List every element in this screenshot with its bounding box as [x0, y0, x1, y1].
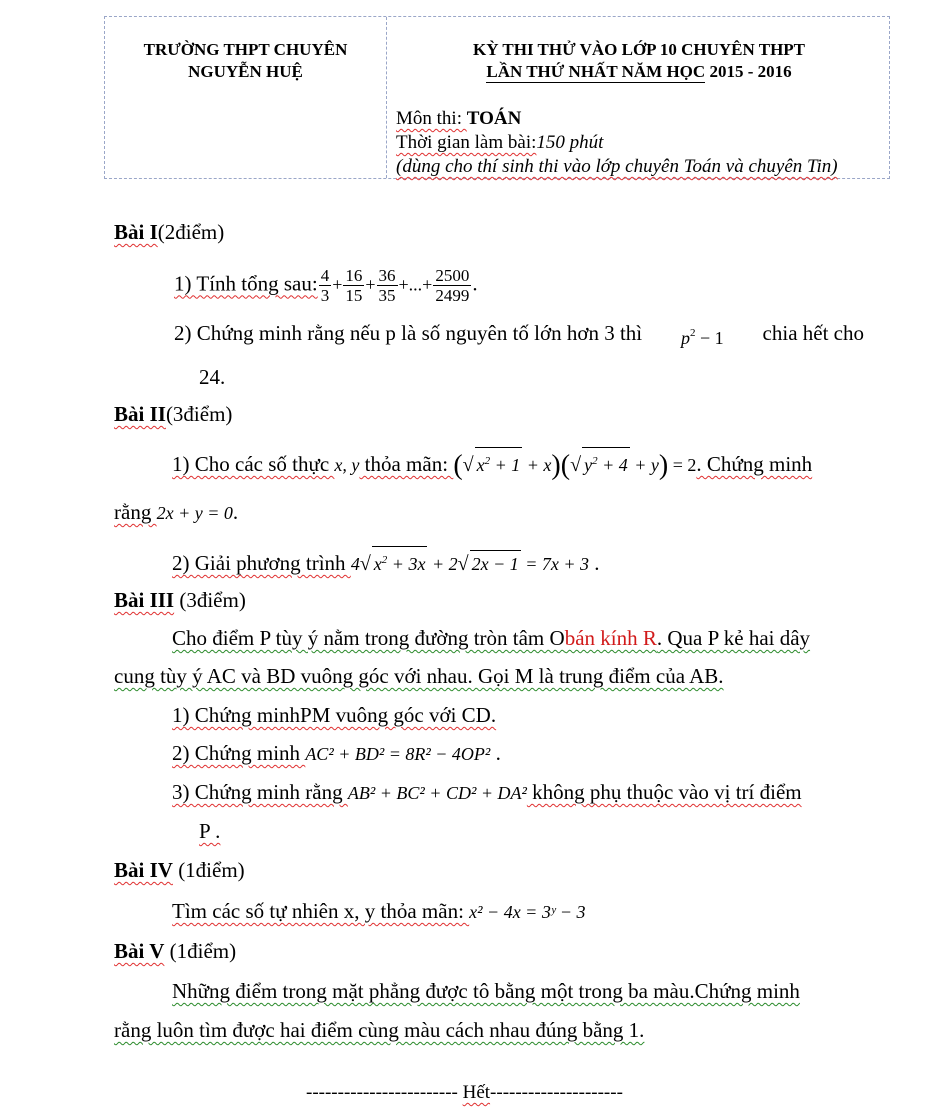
bai1-q2: 2) Chứng minh rằng nếu p là số nguyên tố lớn hơn 3 thì $p^2 - 1$ chia hết cho	[174, 321, 864, 348]
bai3-intro-line1: Cho điểm P tùy ý nằm trong đường tròn tâm Obán kính R. Qua P kẻ hai dây	[172, 626, 811, 650]
bai1-q1: 1) Tính tổng sau: $\frac{4}{3}$ + $\frac{16}{15}$ + $\frac{36}{35}$ +...+ $\frac{2500}{2499}$ .	[174, 266, 478, 305]
subject-info: Môn thi: TOÁN Thời gian làm bài:150 phút (dùng cho thí sinh thi vào lớp chuyên Toán và chuyên Tin)	[396, 108, 838, 177]
fraction-3: $\frac{36}{35}$	[378, 266, 396, 305]
end-marker: ------------------------ Hết---------------------	[306, 1082, 623, 1103]
bai2-q2: 2) Giải phương trình 4√ $x^2 + 3x + 2√$ 2x − 1 = 7x + 3 .	[172, 546, 600, 577]
fraction-4: $\frac{2500}{2499}$	[435, 266, 470, 305]
school-name: TRƯỜNG THPT CHUYÊN NGUYỄN HUỆ	[143, 40, 348, 81]
bai1-q2-cont: 24.	[199, 365, 226, 389]
exam-title: KỲ THI THỬ VÀO LỚP 10 CHUYÊN THPT LẦN THỨ NHẤT NĂM HỌC 2015 - 2016	[472, 40, 806, 81]
bai4-question: Tìm các số tự nhiên x, y thỏa mãn: x² − 4x = 3ʸ − 3	[172, 899, 586, 923]
bai5-title: Bài V (1điểm)	[114, 939, 237, 963]
bai3-intro-line2: cung tùy ý AC và BD vuông góc với nhau. Gọi M là trung điểm của AB.	[114, 664, 724, 688]
bai3-q1: 1) Chứng minhPM vuông góc với CD.	[172, 703, 497, 727]
bai3-q3-cont: P .	[199, 819, 221, 843]
bai3-q3: 3) Chứng minh rằng AB² + BC² + CD² + DA² không phụ thuộc vào vị trí điểm	[172, 780, 802, 804]
bai4-title: Bài IV (1điểm)	[114, 858, 245, 882]
fraction-2: $\frac{16}{15}$	[345, 266, 363, 305]
bai2-q1: 1) Cho các số thực x, y thỏa mãn: (√ $x^2 + 1 + x)(√$ $y^2 + 4 + y) = 2$. Chứng minh	[172, 447, 812, 479]
bai1-title: Bài I(2điểm)	[114, 220, 225, 244]
bai5-line1: Những điểm trong mặt phẳng được tô bằng một trong ba màu.Chứng minh	[172, 979, 800, 1003]
exam-header	[104, 16, 890, 179]
fraction-1: $\frac{4}{3}$	[320, 266, 330, 305]
bai5-line2: rằng luôn tìm được hai điểm cùng màu cách nhau đúng bằng 1.	[114, 1018, 645, 1042]
bai3-q2: 2) Chứng minh AC² + BD² = 8R² − 4OP² .	[172, 741, 501, 765]
bai3-title: Bài III (3điểm)	[114, 588, 246, 612]
bai2-title: Bài II(3điểm)	[114, 402, 233, 426]
bai2-q1-cont: rằng 2x + y = 0.	[114, 500, 239, 524]
